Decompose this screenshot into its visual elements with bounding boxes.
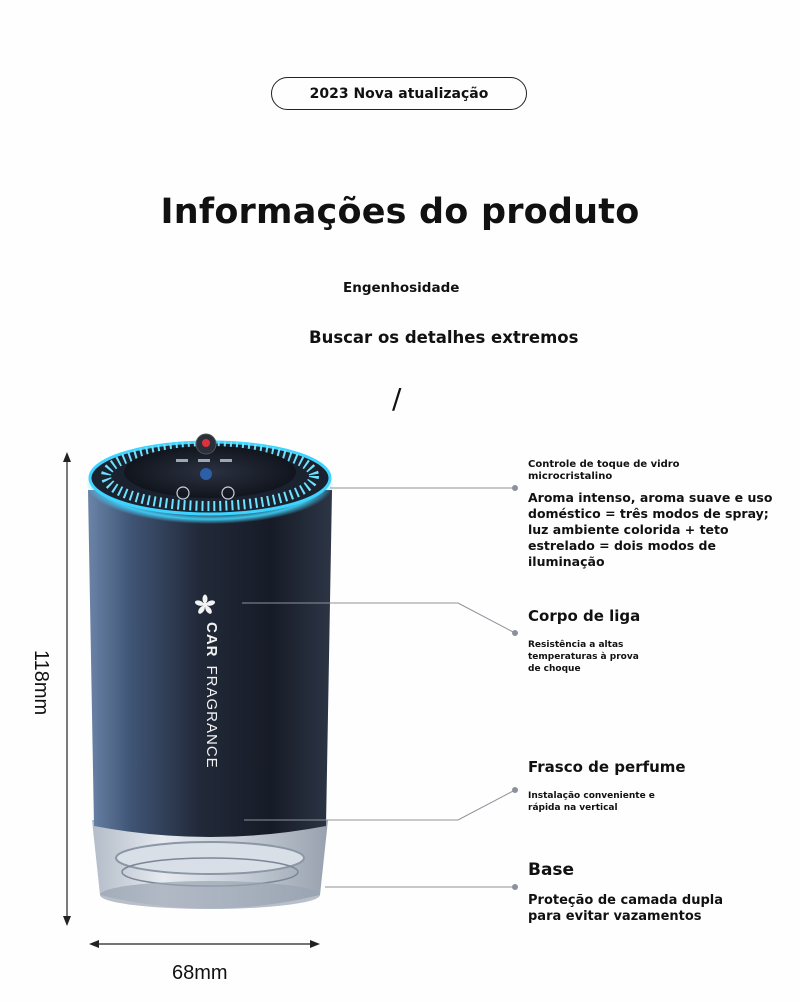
callout-dots [512, 485, 518, 890]
callout-bottle-text: Instalação conveniente e rápida na vertical [528, 791, 655, 813]
callout-top-heading: Controle de toque de vidro microcristalino [528, 459, 680, 482]
height-dimension-line [63, 452, 71, 926]
callout-base-heading: Base [528, 860, 575, 880]
page-title: Informações do produto [160, 192, 640, 232]
kicker-text: Engenhosidade [343, 280, 460, 296]
brand-text [190, 622, 220, 782]
width-dimension-line [89, 940, 320, 948]
callout-base-text: Proteção de camada dupla para evitar vazamentos [528, 893, 723, 924]
update-badge-label: 2023 Nova atualização [309, 85, 489, 102]
brand-bold-text: CAR [203, 622, 220, 658]
callout-top-body: Aroma intenso, aroma suave e uso doméstico = três modos de spray; luz ambiente colorida + teto estrelado = dois modos de iluminação [528, 490, 773, 569]
callout-bottle-heading: Frasco de perfume [528, 758, 686, 776]
top-control-panel [86, 434, 334, 524]
callout-body-text: Resistência a altas temperaturas à prova de choque [528, 640, 639, 674]
subtitle-text: Buscar os detalhes extremos [309, 328, 579, 347]
update-badge [271, 77, 527, 110]
brand-light-text: FRAGRANCE [203, 665, 220, 769]
callout-body-heading: Corpo de liga [528, 607, 641, 625]
height-label: 118mm [30, 650, 52, 716]
slash-divider: / [392, 382, 402, 415]
width-label: 68mm [172, 962, 228, 984]
